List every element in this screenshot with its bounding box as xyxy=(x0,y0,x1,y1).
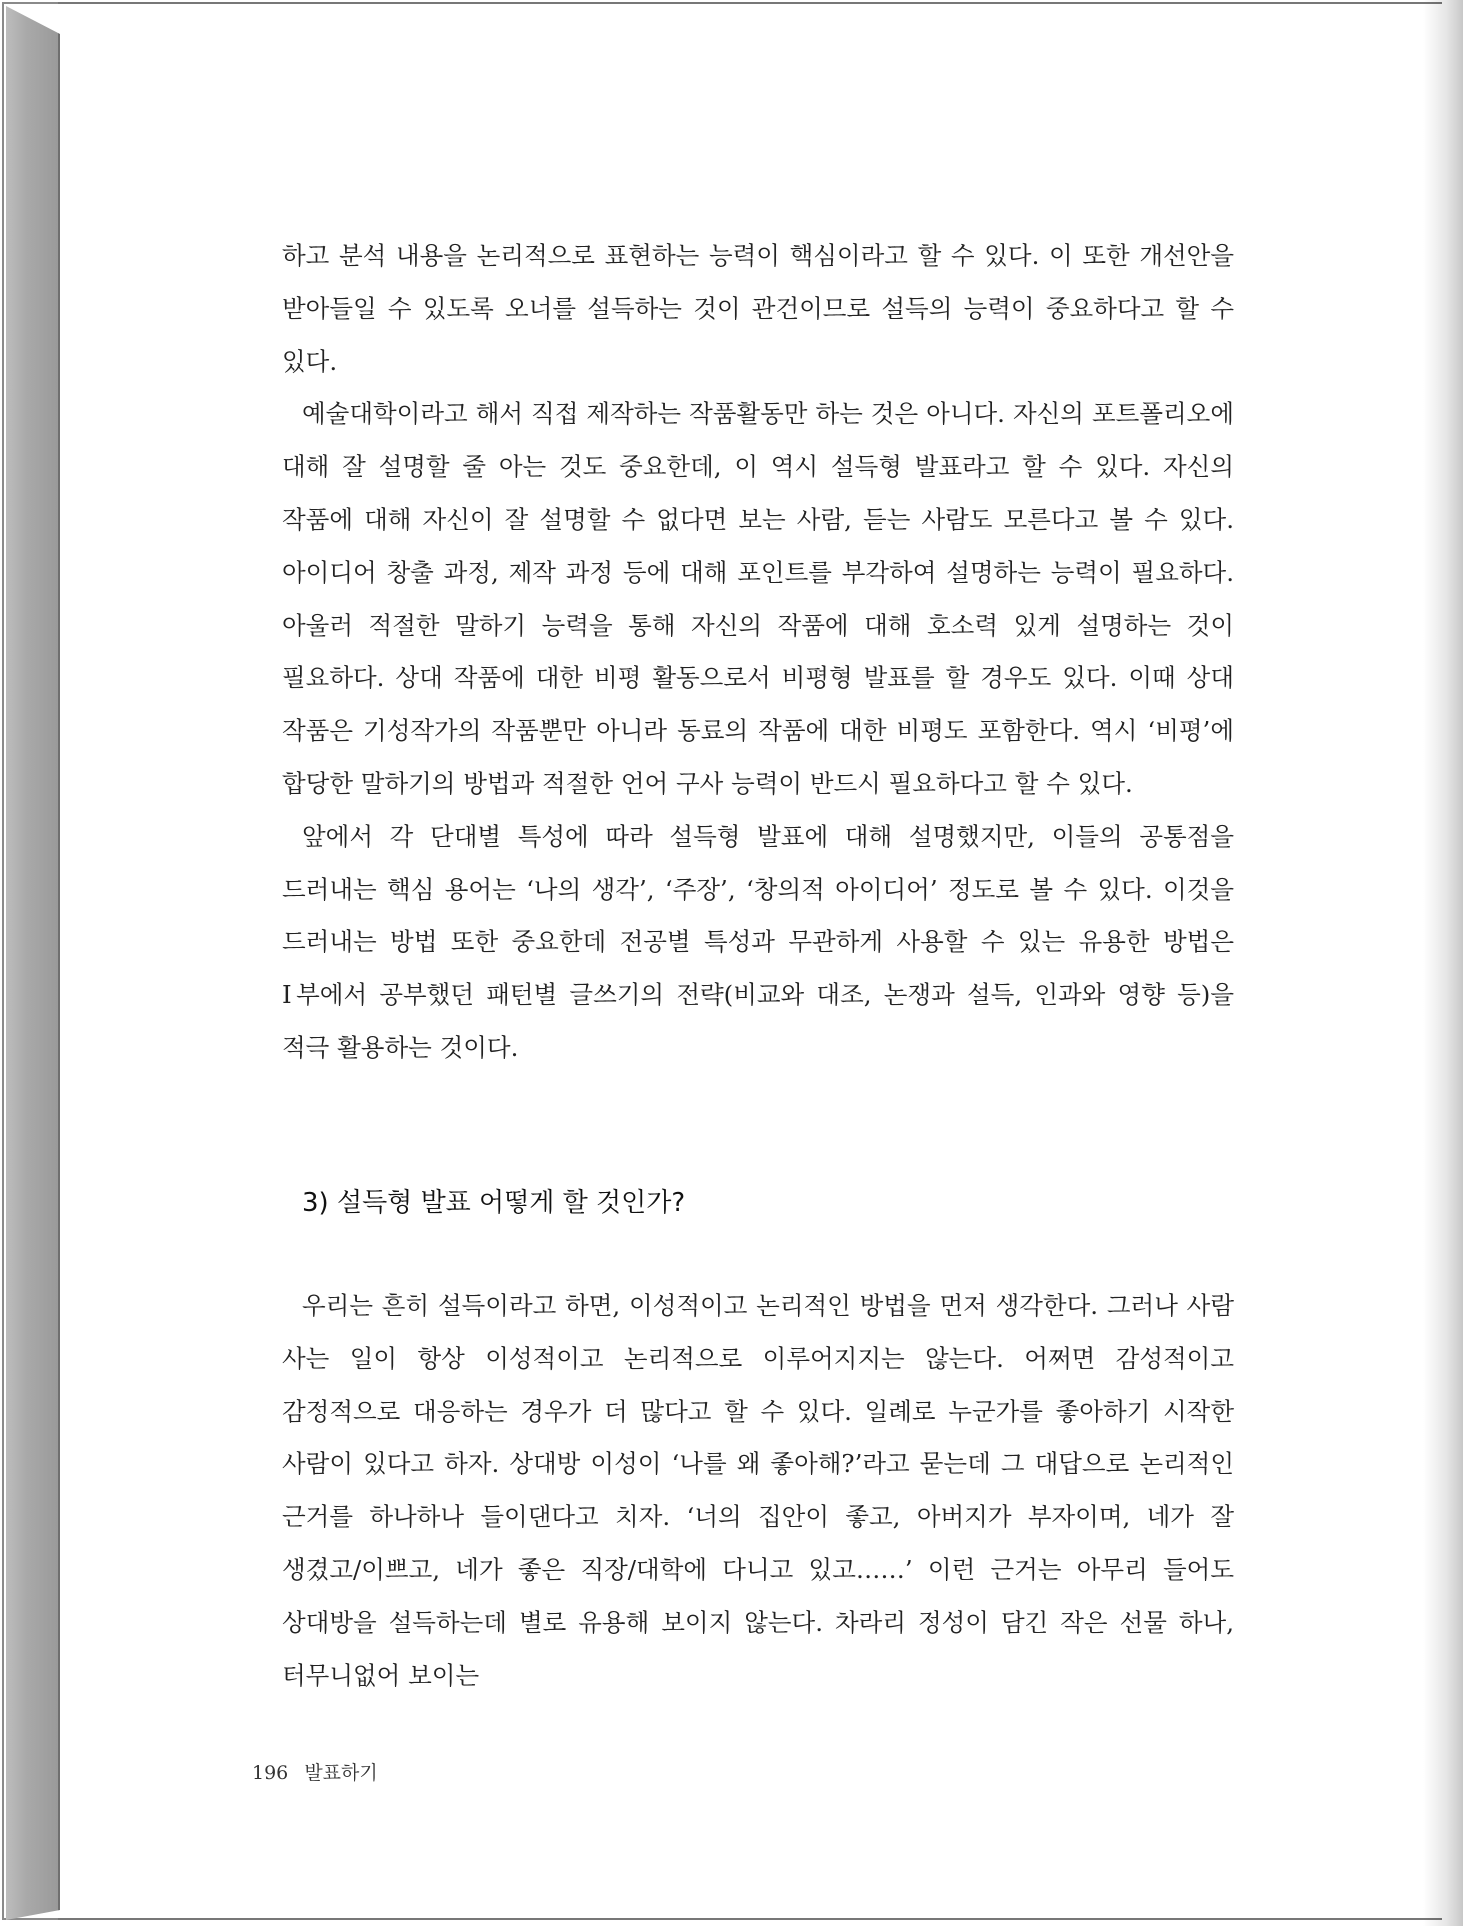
page-number: 196 xyxy=(252,1762,289,1784)
paragraph-1: 하고 분석 내용을 논리적으로 표현하는 능력이 핵심이라고 할 수 있다. 이 또한 개선안을 받아들일 수 있도록 오너를 설득하는 것이 관건이므로 설득의 능력이 중요하다고 할 수 있다. xyxy=(282,241,1234,376)
section-heading: 3) 설득형 발표 어떻게 할 것인가? xyxy=(302,1188,686,1218)
body-text-top xyxy=(282,230,1234,1075)
paragraph-2: 예술대학이라고 해서 직접 제작하는 작품활동만 하는 것은 아니다. 자신의 포트폴리오에 대해 잘 설명할 줄 아는 것도 중요한데, 이 역시 설득형 발표라고 할 수 있다. 자신의 작품에 대해 자신이 잘 설명할 수 없다면 보는 사람, 듣는 사람도 모른다고 볼 수 있다. 아이디어 창출 과정, 제작 과정 등에 대해 포인트를 부각하여 설명하는 능력이 필요하다. 아울러 적절한 말하기 능력을 통해 자신의 작품에 대해 호소력 있게 설명하는 것이 필요하다. 상대 작품에 대한 비평 활동으로서 비평형 발표를 할 경우도 있다. 이때 상대 작품은 기성작가의 작품뿐만 아니라 동료의 작품에 대한 비평도 포함한다. 역시 ‘비평’에 합당한 말하기의 방법과 적절한 언어 구사 능력이 반드시 필요하다고 할 수 있다. xyxy=(282,399,1234,798)
paragraph-3: 앞에서 각 단대별 특성에 따라 설득형 발표에 대해 설명했지만, 이들의 공통점을 드러내는 핵심 용어는 ‘나의 생각’, ‘주장’, ‘창의적 아이디어’ 정도로 볼 수 있다. 이것을 드러내는 방법 또한 중요한데 전공별 특성과 무관하게 사용할 수 있는 유용한 방법은 Ⅰ부에서 공부했던 패턴별 글쓰기의 전략(비교와 대조, 논쟁과 설득, 인과와 영향 등)을 적극 활용하는 것이다. xyxy=(282,821,1234,1062)
paragraph-4: 우리는 흔히 설득이라고 하면, 이성적이고 논리적인 방법을 먼저 생각한다. 그러나 사람 사는 일이 항상 이성적이고 논리적으로 이루어지지는 않는다. 어쩌면 감성적이고 감정적으로 대응하는 경우가 더 많다고 할 수 있다. 일례로 누군가를 좋아하기 시작한 사람이 있다고 하자. 상대방 이성이 ‘나를 왜 좋아해?’라고 묻는데 그 대답으로 논리적인 근거를 하나하나 들이댄다고 치자. ‘너의 집안이 좋고, 아버지가 부자이며, 네가 잘 생겼고/이쁘고, 네가 좋은 직장/대학에 다니고 있고……’ 이런 근거는 아무리 들어도 상대방을 설득하는데 별로 유용해 보이지 않는다. 차라리 정성이 담긴 작은 선물 하나, 터무니없어 보이는 xyxy=(282,1291,1234,1690)
page-footer xyxy=(252,1758,378,1785)
running-footer-title: 발표하기 xyxy=(304,1762,378,1784)
page-shadow xyxy=(1423,0,1463,1926)
body-text-bottom xyxy=(282,1280,1234,1702)
book-spine xyxy=(6,6,60,1920)
